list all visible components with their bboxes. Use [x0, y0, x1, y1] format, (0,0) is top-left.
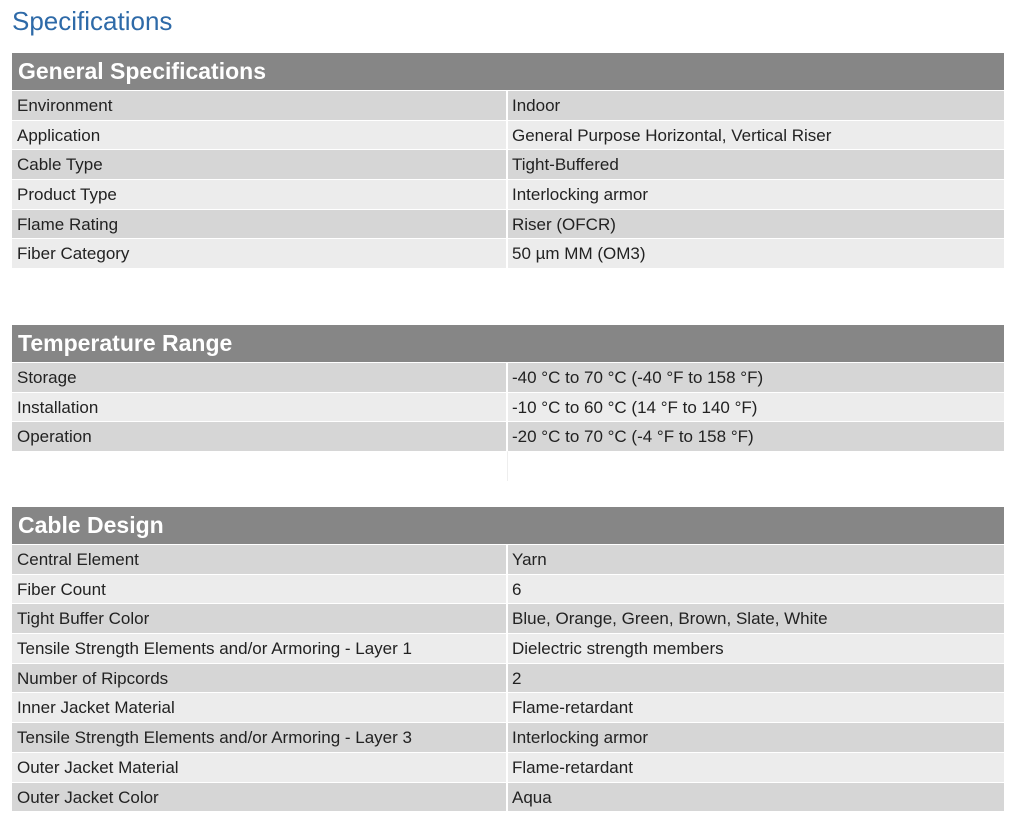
spec-value: 6 — [508, 574, 1004, 604]
page-title: Specifications — [12, 6, 173, 36]
spec-label: Environment — [12, 90, 508, 120]
table-row — [12, 752, 1004, 782]
table-row — [12, 633, 1004, 663]
cable-design-section — [12, 507, 1004, 811]
spec-label: Cable Type — [12, 149, 508, 179]
spec-label: Flame Rating — [12, 209, 508, 239]
spec-label: Tight Buffer Color — [12, 603, 508, 633]
table-row — [12, 603, 1004, 633]
spec-label: Number of Ripcords — [12, 663, 508, 693]
table-row — [12, 421, 1004, 451]
spec-label: Fiber Category — [12, 238, 508, 268]
table-row — [12, 209, 1004, 239]
spec-label: Installation — [12, 392, 508, 422]
table-row — [12, 574, 1004, 604]
spec-label: Fiber Count — [12, 574, 508, 604]
spec-value: Yarn — [508, 544, 1004, 574]
section-header: Temperature Range — [12, 325, 1004, 362]
spec-value: -20 °C to 70 °C (-4 °F to 158 °F) — [508, 421, 1004, 451]
table-row — [12, 238, 1004, 268]
spec-value: General Purpose Horizontal, Vertical Riser — [508, 120, 1004, 150]
spec-value: -40 °C to 70 °C (-40 °F to 158 °F) — [508, 362, 1004, 392]
table-row — [12, 663, 1004, 693]
table-row — [12, 782, 1004, 812]
spec-value: 2 — [508, 663, 1004, 693]
empty-cell — [12, 451, 508, 481]
table-row — [12, 90, 1004, 120]
spec-value: Indoor — [508, 90, 1004, 120]
table-row — [12, 179, 1004, 209]
spec-value: Interlocking armor — [508, 722, 1004, 752]
spec-label: Storage — [12, 362, 508, 392]
spec-label: Tensile Strength Elements and/or Armoring - Layer 3 — [12, 722, 508, 752]
spec-value: Aqua — [508, 782, 1004, 812]
spec-label: Tensile Strength Elements and/or Armoring - Layer 1 — [12, 633, 508, 663]
spec-value: Dielectric strength members — [508, 633, 1004, 663]
spec-value: Flame-retardant — [508, 752, 1004, 782]
spec-value: -10 °C to 60 °C (14 °F to 140 °F) — [508, 392, 1004, 422]
section-header: General Specifications — [12, 53, 1004, 90]
spec-value: Riser (OFCR) — [508, 209, 1004, 239]
temperature-range-section — [12, 325, 1004, 481]
table-row — [12, 692, 1004, 722]
spec-value: Tight-Buffered — [508, 149, 1004, 179]
table-row — [12, 544, 1004, 574]
table-row — [12, 362, 1004, 392]
empty-cell — [508, 451, 1004, 481]
spec-label: Outer Jacket Material — [12, 752, 508, 782]
section-header: Cable Design — [12, 507, 1004, 544]
spec-value: Blue, Orange, Green, Brown, Slate, White — [508, 603, 1004, 633]
general-specifications-section — [12, 53, 1004, 268]
spec-label: Outer Jacket Color — [12, 782, 508, 812]
table-row — [12, 722, 1004, 752]
empty-row — [12, 451, 1004, 481]
spec-value: 50 µm MM (OM3) — [508, 238, 1004, 268]
spec-value: Flame-retardant — [508, 692, 1004, 722]
spec-label: Inner Jacket Material — [12, 692, 508, 722]
spec-label: Application — [12, 120, 508, 150]
spec-label: Product Type — [12, 179, 508, 209]
spec-label: Central Element — [12, 544, 508, 574]
table-row — [12, 149, 1004, 179]
spec-label: Operation — [12, 421, 508, 451]
table-row — [12, 392, 1004, 422]
table-row — [12, 120, 1004, 150]
spec-value: Interlocking armor — [508, 179, 1004, 209]
